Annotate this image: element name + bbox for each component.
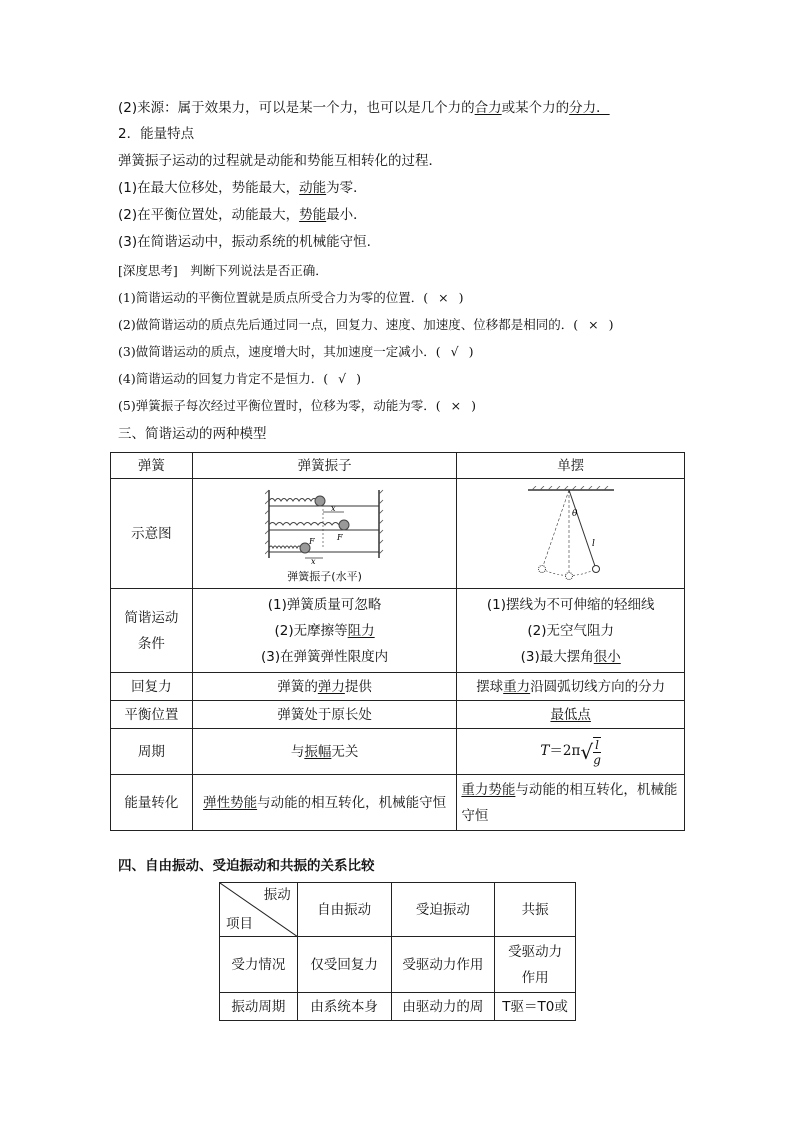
spring-oscillator-diagram — [265, 488, 385, 564]
pendulum-restoring-cell: 摆球重力沿圆弧切线方向的分力 — [457, 673, 685, 701]
spring-period-cell: 与振幅无关 — [192, 729, 457, 775]
table-cell: 仅受回复力 — [297, 937, 391, 993]
section3-heading: 三、简谐运动的两种模型 — [118, 426, 267, 442]
think-item: (2)做简谐运动的质点先后通过同一点，回复力、速度、加速度、位移都是相同的．( × ) — [118, 317, 614, 332]
sqrt-sign: √ — [580, 739, 594, 764]
think-item: (5)弹簧振子每次经过平衡位置时，位移为零，动能为零．( × ) — [118, 398, 476, 413]
table-cell: 由驱动力的周 — [391, 993, 495, 1021]
svg-text:F: F — [336, 532, 343, 542]
think-title: [深度思考] 判断下列说法是否正确． — [118, 263, 328, 278]
pendulum-energy-cell: 重力势能与动能的相互转化，机械能守恒 — [457, 775, 685, 831]
row-label-restoring: 回复力 — [111, 673, 193, 701]
svg-text:x: x — [330, 503, 336, 513]
corner-top-label: 振动 — [263, 887, 291, 903]
vibration-comparison-table — [219, 882, 576, 1021]
row-label-energy: 能量转化 — [111, 775, 193, 831]
condition-line: (1)弹簧质量可忽略 — [267, 596, 382, 613]
svg-text:l: l — [591, 538, 595, 549]
table-header-cell: 共振 — [495, 883, 576, 937]
section4-heading: 四、自由振动、受迫振动和共振的关系比较 — [118, 858, 375, 874]
table-header-cell: 自由振动 — [297, 883, 391, 937]
corner-bottom-label: 项目 — [226, 916, 253, 932]
spring-diagram-cell — [192, 479, 457, 589]
paragraph-balance-position: (2)在平衡位置处，动能最大，势能最小． — [118, 207, 367, 223]
row-label-period: 周期 — [111, 729, 193, 775]
condition-line: (3)最大摆角很小 — [520, 648, 621, 665]
think-item: (4)简谐运动的回复力肯定不是恒力．( √ ) — [118, 371, 361, 386]
condition-line: (1)摆线为不可伸缩的轻细线 — [486, 596, 655, 613]
table-cell: T驱＝T0或 — [495, 993, 576, 1021]
table-cell: 受驱动力 作用 — [495, 937, 576, 993]
pendulum-condition-cell — [457, 589, 685, 673]
svg-text:x: x — [310, 556, 316, 564]
think-item: (1)简谐运动的平衡位置就是质点所受合力为零的位置．( × ) — [118, 290, 464, 305]
table-cell: 由系统本身 — [297, 993, 391, 1021]
spring-restoring-cell: 弹簧的弹力提供 — [192, 673, 457, 701]
period-formula: T＝2π√ $\frac{l}{g}$ — [540, 737, 601, 767]
heading-energy: 2．能量特点 — [118, 126, 195, 142]
table-header-cell: 弹簧振子 — [192, 453, 457, 479]
row-label-balance: 平衡位置 — [111, 701, 193, 729]
condition-line: (2)无摩擦等阻力 — [274, 622, 375, 639]
table-cell: 受驱动力作用 — [391, 937, 495, 993]
row-label-diagram: 示意图 — [111, 479, 193, 589]
row-label: 受力情况 — [220, 937, 298, 993]
paragraph-source: (2)来源：属于效果力，可以是某一个力，也可以是几个力的合力或某个力的分力． — [118, 100, 610, 116]
row-label-condition: 简谐运动 条件 — [111, 589, 193, 673]
table-header-cell: 受迫振动 — [391, 883, 495, 937]
pendulum-diagram-cell — [457, 479, 685, 589]
svg-text:F: F — [308, 536, 315, 546]
spring-balance-cell: 弹簧处于原长处 — [192, 701, 457, 729]
think-item: (3)做简谐运动的质点，速度增大时，其加速度一定减小．( √ ) — [118, 344, 474, 359]
paragraph-energy-intro: 弹簧振子运动的过程就是动能和势能互相转化的过程． — [118, 153, 442, 169]
row-label: 振动周期 — [220, 993, 298, 1021]
spring-condition-cell — [192, 589, 457, 673]
svg-text:θ: θ — [571, 508, 578, 519]
models-table — [110, 452, 685, 831]
condition-line: (2)无空气阻力 — [527, 622, 614, 639]
paragraph-max-displacement: (1)在最大位移处，势能最大，动能为零． — [118, 180, 367, 196]
paragraph-energy-conserved: (3)在简谐运动中，振动系统的机械能守恒. — [118, 234, 371, 250]
spring-energy-cell: 弹性势能与动能的相互转化，机械能守恒 — [192, 775, 457, 831]
spring-caption: 弹簧振子(水平) — [287, 569, 362, 583]
fraction: $\frac{l}{g}$ — [593, 737, 601, 767]
corner-header-cell — [220, 883, 298, 937]
pendulum-period-cell — [457, 729, 685, 775]
pendulum-diagram — [526, 486, 616, 582]
table-header-cell: 单摆 — [457, 453, 685, 479]
condition-line: (3)在弹簧弹性限度内 — [261, 648, 389, 665]
pendulum-balance-cell: 最低点 — [457, 701, 685, 729]
table-header-cell: 弹簧 — [111, 453, 193, 479]
